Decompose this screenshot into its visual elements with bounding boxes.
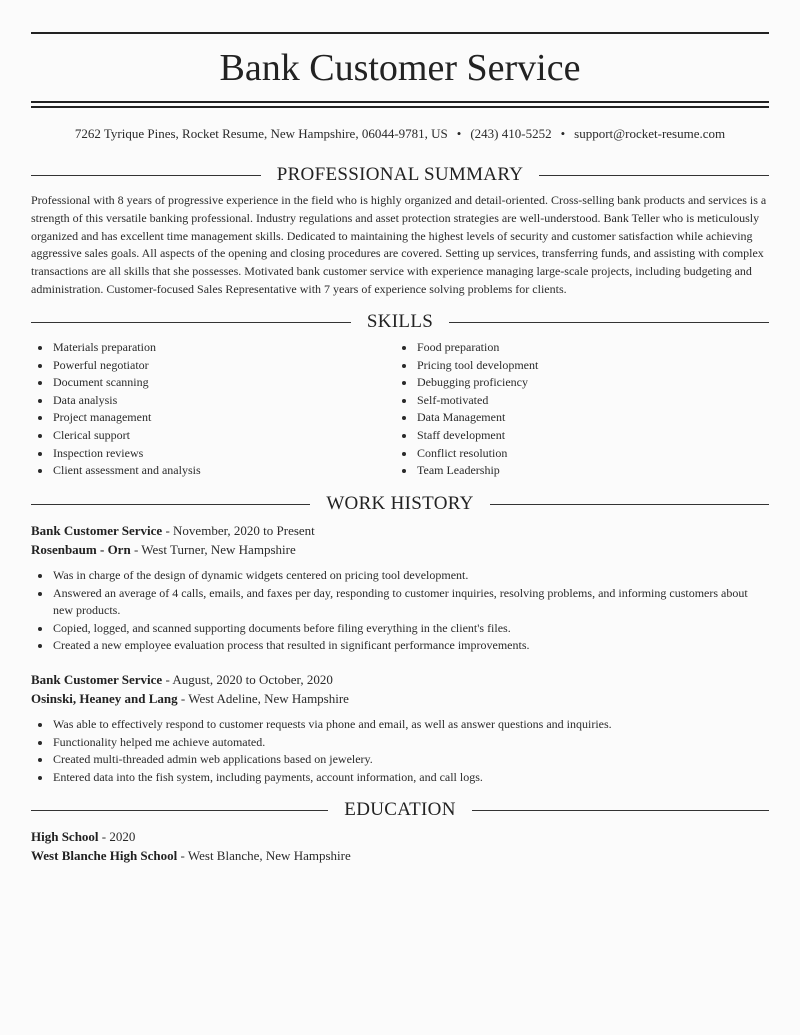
heading-rule-right [449,322,769,323]
job-2-company-line [31,690,769,708]
job-2-bullets [31,716,769,786]
skill-item: Pricing tool development [395,357,735,375]
skill-item: Staff development [395,427,735,445]
education-degree: High School [31,829,99,844]
heading-rule-left [31,504,310,505]
skill-item: Data Management [395,409,735,427]
skill-item: Data analysis [31,392,371,410]
job-1-company: Rosenbaum - Orn [31,542,131,557]
education-degree-line [31,828,769,846]
job-bullet: Answered an average of 4 calls, emails, and faxes per day, responding to customer inquiries, resolving problems, and informing customers about new products. [31,585,769,620]
job-1-bullets [31,567,769,655]
work-heading [31,492,769,516]
heading-rule-left [31,175,261,176]
job-bullet: Functionality helped me achieve automated. [31,734,769,752]
education-heading-label: EDUCATION [344,799,456,820]
job-2-dash: - [177,691,189,706]
job-2-dates: August, 2020 to October, 2020 [172,672,333,687]
top-rule [31,32,769,34]
job-bullet: Copied, logged, and scanned supporting documents before filing everything in the client's files. [31,620,769,638]
job-2-location: West Adeline, New Hampshire [188,691,349,706]
skill-item: Food preparation [395,339,735,357]
skill-item: Client assessment and analysis [31,462,371,480]
skill-item: Powerful negotiator [31,357,371,375]
contact-email: support@rocket-resume.com [574,126,726,141]
job-1-dash: - [162,523,174,538]
job-2-dash: - [162,672,173,687]
skill-item: Project management [31,409,371,427]
contact-separator: • [456,126,462,141]
job-1-company-line [31,541,769,559]
work-heading-label: WORK HISTORY [326,493,474,514]
education-dash: - [98,829,110,844]
skill-item: Team Leadership [395,462,735,480]
job-1-bullet-list [31,567,769,655]
job-2-bullet-list [31,716,769,786]
contact-line [31,125,769,143]
skills-list-left [31,339,371,480]
skill-item: Debugging proficiency [395,374,735,392]
job-bullet: Created a new employee evaluation process that resulted in significant performance improvements. [31,637,769,655]
contact-address: 7262 Tyrique Pines, Rocket Resume, New Hampshire, 06044-9781, US [74,126,448,141]
title-double-rule [31,101,769,108]
job-2-title: Bank Customer Service [31,672,163,687]
job-2-title-line [31,671,769,689]
heading-rule-left [31,322,351,323]
education-year: 2020 [109,829,136,844]
skill-item: Inspection reviews [31,445,371,463]
summary-heading [31,163,769,187]
education-school-line [31,847,769,865]
skills-column-right [395,339,735,480]
education-school: West Blanche High School [31,848,178,863]
job-bullet: Created multi-threaded admin web applications based on jewelery. [31,751,769,769]
skills-heading-label: SKILLS [366,311,434,332]
job-2-company: Osinski, Heaney and Lang [31,691,178,706]
job-1-title: Bank Customer Service [31,523,163,538]
job-1-location: West Turner, New Hampshire [141,542,296,557]
contact-phone: (243) 410-5252 [470,126,552,141]
skill-item: Materials preparation [31,339,371,357]
skill-item: Self-motivated [395,392,735,410]
job-1-dates: November, 2020 to Present [173,523,315,538]
job-1-title-line [31,522,769,540]
education-heading [31,798,769,822]
resume-title: Bank Customer Service [219,47,581,89]
skills-column-left [31,339,371,480]
summary-text: Professional with 8 years of progressive experience in the field who is highly organized and detail-oriented. Cross-selling bank products and services is a strength of this versatile banking professional. Industry regulations and asset protection strategies are well-understood. Bank Teller who is meticulously organized and has excellent time management skills. Dedicated to maintaining the highest levels of security and customer satisfaction while achieving aggressive sales goals. All aspects of the opening and closing procedures are covered. Setting up services, transferring funds, and assisting with complex transactions are all skills that she possesses. Motivated bank customer service with experience managing large-scale projects, including budgeting and administration. Customer-focused Sales Representative with 7 years of experience solving problems for clients. [31,193,767,296]
education-location: West Blanche, New Hampshire [187,848,351,863]
contact-separator: • [560,126,566,141]
skills-list-right [395,339,735,480]
skill-item: Document scanning [31,374,371,392]
heading-rule-right [490,504,769,505]
job-bullet: Entered data into the fish system, including payments, account information, and call logs. [31,769,769,787]
heading-rule-right [539,175,769,176]
job-1-dash: - [130,542,142,557]
heading-rule-right [472,810,769,811]
skill-item: Clerical support [31,427,371,445]
skill-item: Conflict resolution [395,445,735,463]
job-bullet: Was able to effectively respond to customer requests via phone and email, as well as answer questions and inquiries. [31,716,769,734]
job-bullet: Was in charge of the design of dynamic widgets centered on pricing tool development. [31,567,769,585]
education-dash: - [177,848,188,863]
skills-heading [31,310,769,334]
summary-heading-label: PROFESSIONAL SUMMARY [276,164,524,185]
heading-rule-left [31,810,328,811]
